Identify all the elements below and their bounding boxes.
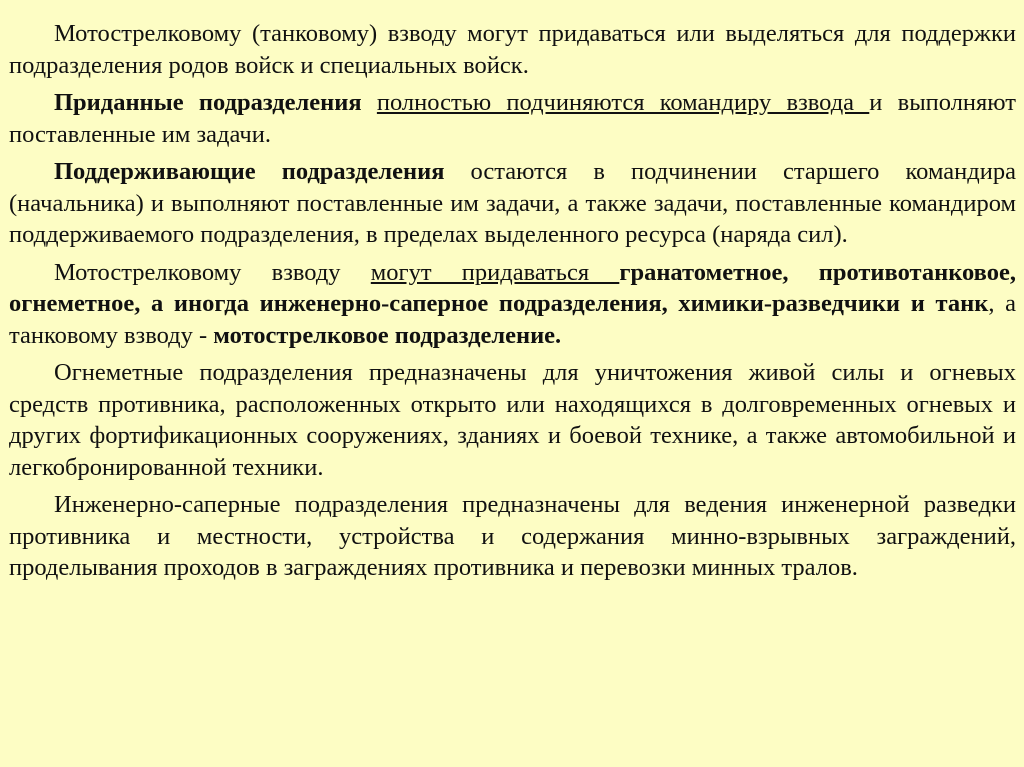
term-supporting-units: Поддерживающие подразделения	[54, 158, 445, 185]
underlined-phrase: полностью подчиняются командиру взвода	[376, 89, 870, 116]
slide-text-body	[9, 18, 1016, 584]
text-segment: и выполняют поставленные им задачи.	[9, 89, 1016, 148]
text-segment: Мотострелковому (танковому) взводу могут придаваться или выделяться для поддержки подразделения родов войск и специальных войск.	[9, 20, 1016, 79]
motorized-rifle-unit: мотострелковое подразделение.	[213, 321, 562, 349]
text-segment: , а танковому взводу -	[9, 290, 1016, 349]
text-segment: Огнеметные подразделения предназначены для уничтожения живой силы и огневых средств противника, расположенных открыто или находящихся в долговременных огневых и других фортификационных сооружениях, зданиях и боевой технике, а также автомобильной и легкобронированной техники.	[9, 359, 1016, 481]
paragraph-platoon-attachments	[9, 257, 1016, 352]
text-segment: Инженерно-саперные подразделения предназначены для ведения инженерной разведки противника и местности, устройства и содержания минно-взрывных заграждений, проделывания проходов в заграждениях противника и перевозки минных тралов.	[9, 491, 1016, 581]
text-segment: Мотострелковому взводу	[54, 258, 371, 286]
attached-units-list: гранатометное, противотанковое, огнеметное, а иногда инженерно-саперное подразделения, химики-разведчики и танк	[9, 258, 1016, 317]
term-attached-units: Приданные подразделения	[54, 89, 362, 116]
paragraph-engineer-units	[9, 489, 1016, 584]
underlined-phrase: могут придаваться	[370, 258, 620, 286]
paragraph-flamethrower-units	[9, 357, 1016, 483]
paragraph-attached-units	[9, 87, 1016, 150]
paragraph-supporting-units	[9, 156, 1016, 251]
text-segment	[362, 89, 377, 116]
paragraph-attachment-intro	[9, 18, 1016, 81]
text-segment: остаются в подчинении старшего командира (начальника) и выполняют поставленные им задачи, а также задачи, поставленные командиром поддерживаемого подразделения, в пределах выделенного ресурса (наряда сил).	[9, 158, 1016, 248]
